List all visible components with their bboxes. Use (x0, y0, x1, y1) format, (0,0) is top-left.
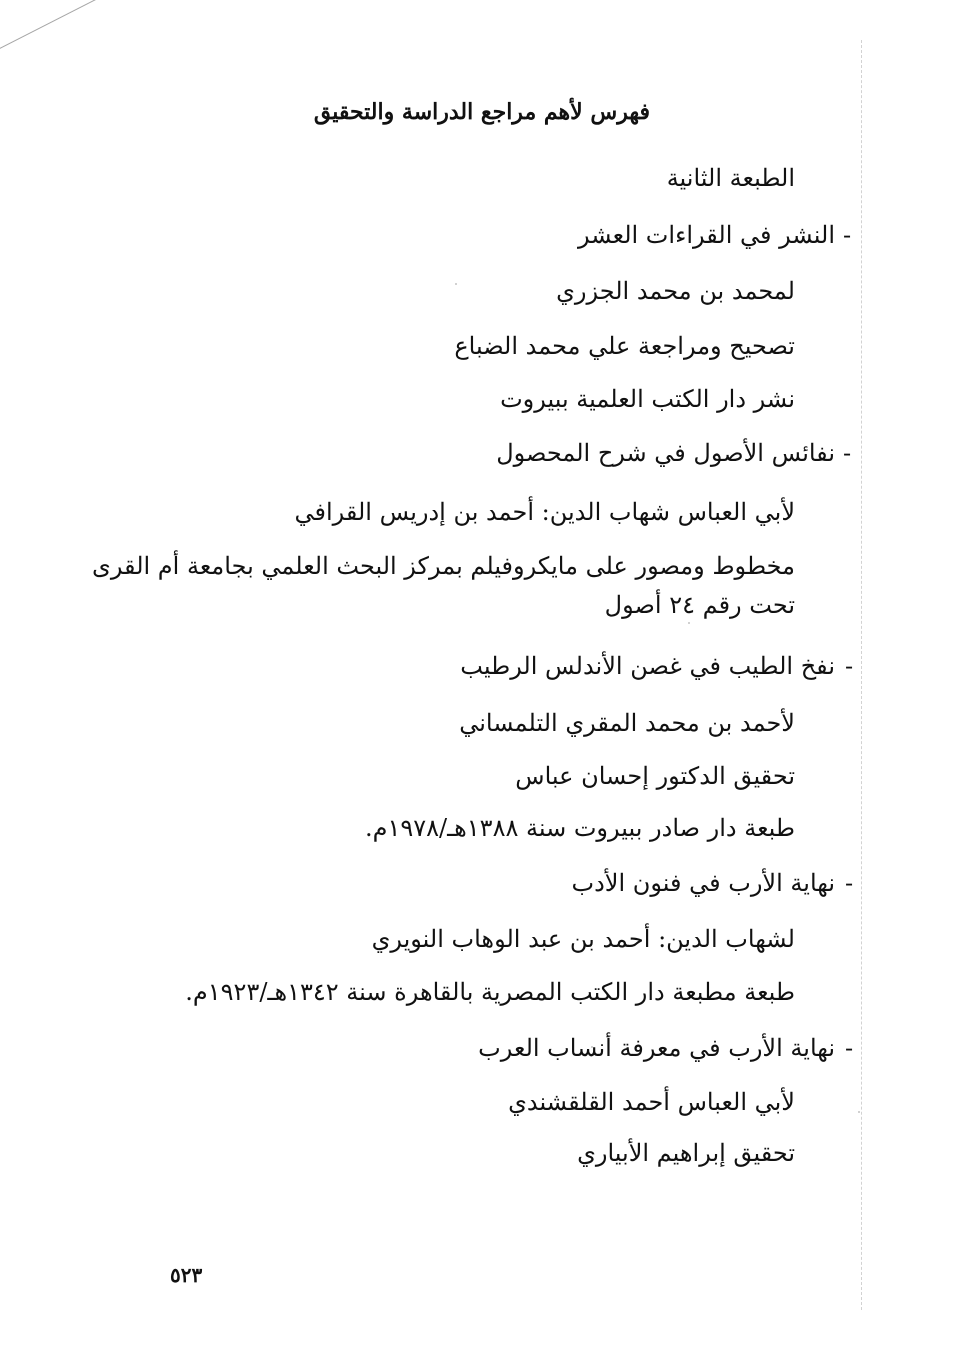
entry-bullet: - (845, 1034, 854, 1062)
entry-detail: لأبي العباس شهاب الدين: أحمد بن إدريس القرافي (294, 498, 795, 526)
entry-bullet: - (845, 652, 854, 680)
entry-title: النشر في القراءات العشر (577, 221, 835, 249)
entry-title: نفائس الأصول في شرح المحصول (496, 439, 835, 467)
entry-detail: لأحمد بن محمد المقري التلمساني (459, 709, 795, 737)
binding-margin-rule (861, 40, 862, 1310)
entry-bullet: - (843, 439, 852, 467)
page-title: فهرس لأهم مراجع الدراسة والتحقيق (313, 99, 650, 125)
entry-bullet: - (845, 869, 854, 897)
scan-speck (455, 283, 457, 285)
entry-bullet: - (843, 221, 852, 249)
entry-detail: لأبي العباس أحمد القلقشندي (508, 1088, 795, 1116)
entry-detail: تصحيح ومراجعة علي محمد الضباع (454, 332, 795, 360)
entry-detail: مخطوط ومصور على مايكروفيلم بمركز البحث العلمي بجامعة أم القرى (92, 552, 795, 580)
entry-detail: نشر دار الكتب العلمية ببيروت (500, 385, 795, 413)
entry-detail: طبعة دار صادر ببيروت سنة ١٣٨٨هـ/١٩٧٨م. (364, 814, 795, 842)
entry-detail: لشهاب الدين: أحمد بن عبد الوهاب النويري (371, 925, 795, 953)
entry-detail: لمحمد بن محمد الجزري (556, 277, 795, 305)
entry-title: نهاية الأرب في فنون الأدب (571, 869, 835, 897)
entry-detail: تحت رقم ٢٤ أصول (604, 591, 795, 619)
edition-line: الطبعة الثانية (666, 164, 795, 192)
scan-speck (688, 622, 690, 624)
entry-title: نهاية الأرب في معرفة أنساب العرب (478, 1034, 835, 1062)
scan-speck (858, 1111, 860, 1113)
entry-title: نفخ الطيب في غصن الأندلس الرطيب (460, 652, 835, 680)
entry-detail: طبعة مطبعة دار الكتب المصرية بالقاهرة سنة ١٣٤٢هـ/١٩٢٣م. (185, 978, 795, 1006)
page-number: ٥٢٣ (170, 1263, 203, 1287)
scan-artifact-line (0, 0, 212, 59)
entry-detail: تحقيق إبراهيم الأبياري (577, 1139, 795, 1167)
entry-detail: تحقيق الدكتور إحسان عباس (515, 762, 795, 790)
